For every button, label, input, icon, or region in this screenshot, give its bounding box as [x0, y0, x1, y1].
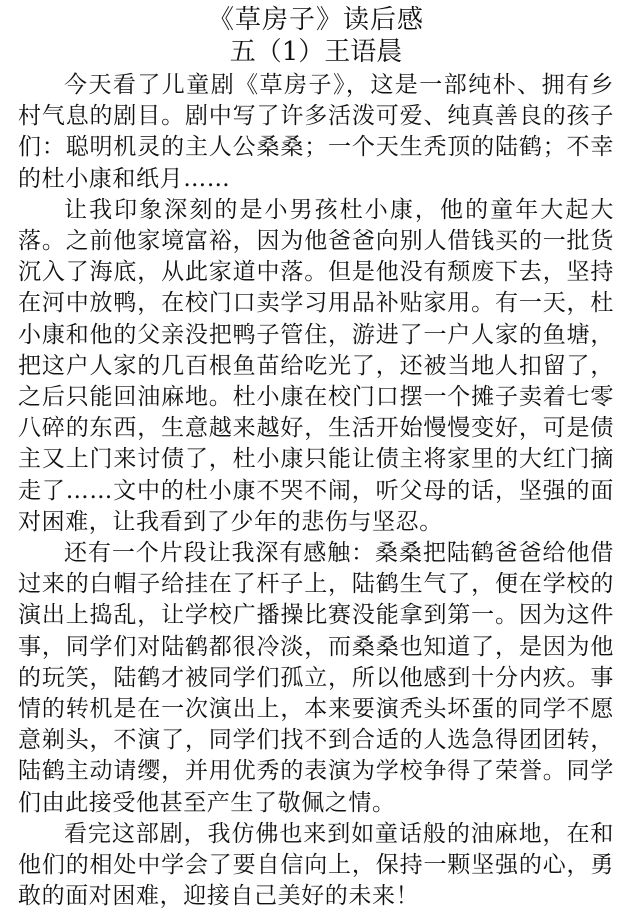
- essay-author: 五（1）王语晨: [229, 37, 403, 67]
- paragraph-3: 还有一个片段让我深有感触：桑桑把陆鹤爸爸给他借过来的白帽子给挂在了杆子上，陆鹤生气了，便在学校的演出上捣乱，让学校广播操比赛没能拿到第一。因为这件事，同学们对陆鹤都很冷淡，而桑桑也知道了，是因为他的玩笑，陆鹤才被同学们孤立，所以他感到十分内疚。事情的转机是在一次演出上，本来要演秃头坏蛋的同学不愿意剃头，不演了，同学们找不到合适的人选急得团团转，陆鹤主动请缨，并用优秀的表演为学校争得了荣誉。同学们由此接受他甚至产生了敬佩之情。: [18, 540, 614, 816]
- essay-title: 《草房子》读后感: [207, 5, 424, 35]
- paragraph-1: 今天看了儿童剧《草房子》，这是一部纯朴、拥有乡村气息的剧目。剧中写了许多活泼可爱、纯真善良的孩子们：聪明机灵的主人公桑桑；一个天生秃顶的陆鹤；不幸的杜小康和纸月……: [18, 72, 614, 192]
- paragraph-4: 看完这部剧，我仿佛也来到如童话般的油麻地，在和他们的相处中学会了要自信向上，保持一颗坚强的心，勇敢的面对困难，迎接自己美好的未来！: [18, 820, 614, 910]
- paragraph-2: 让我印象深刻的是小男孩杜小康，他的童年大起大落。之前他家境富裕，因为他爸爸向别人借钱买的一批货沉入了海底，从此家道中落。但是他没有颓废下去，坚持在河中放鸭，在校门口卖学习用品补贴家用。有一天，杜小康和他的父亲没把鸭子管住，游进了一户人家的鱼塘，把这户人家的几百根鱼苗给吃光了，还被当地人扣留了，之后只能回油麻地。杜小康在校门口摆一个摊子卖着七零八碎的东西，生意越来越好，生活开始慢慢变好，可是债主又上门来讨债了，杜小康只能让债主将家里的大红门摘走了……文中的杜小康不哭不闹，听父母的话，坚强的面对困难，让我看到了少年的悲伤与坚忍。: [18, 196, 614, 535]
